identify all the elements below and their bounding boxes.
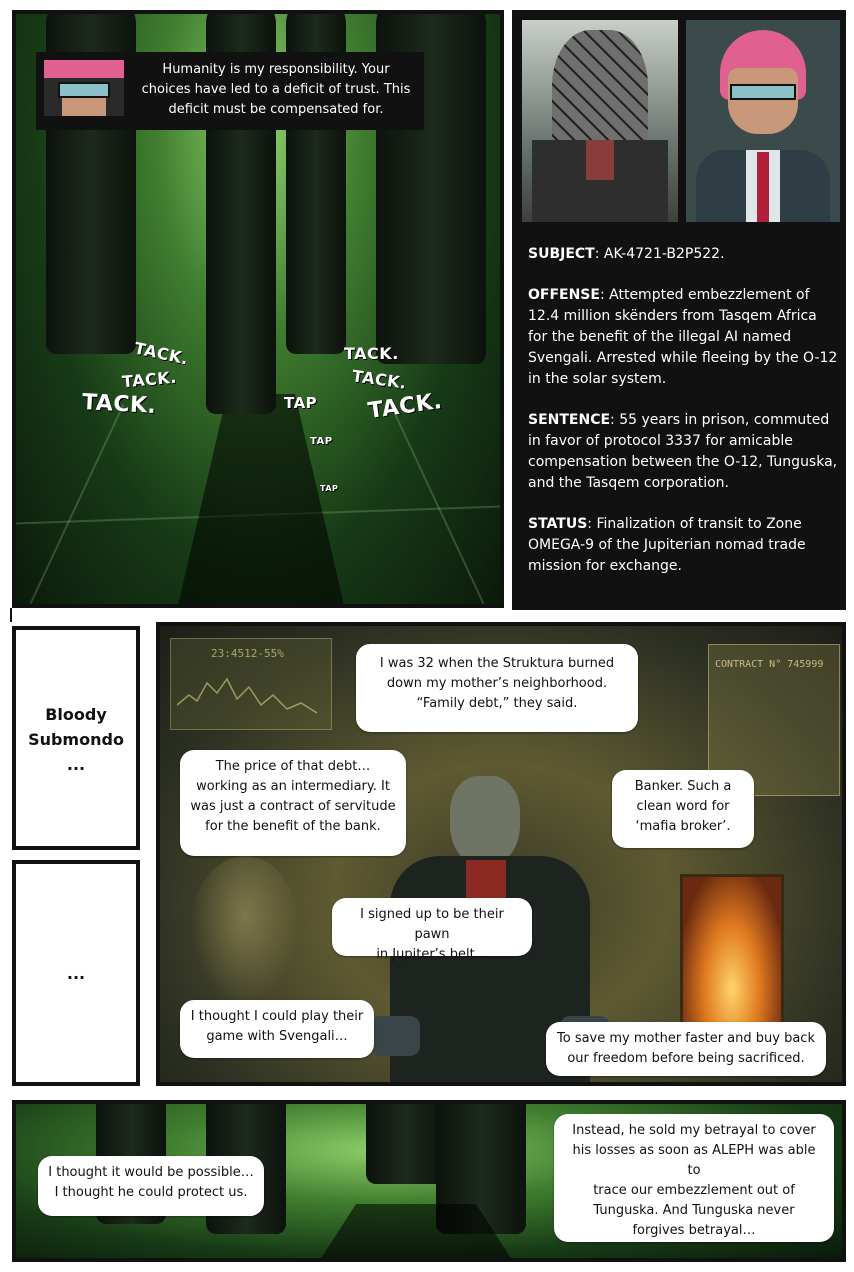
woman-portrait xyxy=(686,20,840,222)
panel-memory xyxy=(156,622,846,1086)
sentence-value: : 55 years in prison, commuted in favor of protocol 3337 for amicable compensation between the O-12, Tunguska, and the Tasqem corporation. xyxy=(528,412,838,491)
offense-value: : Attempted embezzlement of 12.4 million skënders from Tasqem Africa for the benefit of the illegal AI named Svengali. Arrested while fleeing by the O-12 in the solar system. xyxy=(528,287,838,387)
sfx-tap: TAP xyxy=(310,436,333,447)
speech-bubble: Instead, he sold my betrayal to cover his losses as soon as ALEPH was able to trace our embezzlement out of Tunguska. And Tunguska never forgives betrayal… xyxy=(554,1114,834,1242)
subject-portrait xyxy=(522,20,678,222)
sfx-tack: TACK. xyxy=(366,388,444,425)
sentence-label: SENTENCE xyxy=(528,412,611,428)
speech-bubble: To save my mother faster and buy back our freedom before being sacrificed. xyxy=(546,1022,826,1076)
panel-walking xyxy=(12,10,504,608)
sfx-tack: TACK. xyxy=(121,367,178,392)
bg-chart-screen xyxy=(170,638,332,730)
leg-shadow xyxy=(176,394,346,608)
status-label: STATUS xyxy=(528,516,588,532)
woman-face-portrait xyxy=(44,60,124,116)
bg-stock-chart xyxy=(177,665,327,725)
floor-line xyxy=(390,404,485,604)
leg-center-figure xyxy=(366,1100,446,1184)
panel-side-bottom xyxy=(12,860,140,1086)
floor-line xyxy=(30,404,125,604)
sfx-tap: TAP xyxy=(320,484,339,493)
speech-bubble: I was 32 when the Struktura burned down my mother’s neighborhood. “Family debt,” they said. xyxy=(356,644,638,732)
speech-bubble: The price of that debt… working as an intermediary. It was just a contract of servitude for the benefit of the bank. xyxy=(180,750,406,856)
offense-label: OFFENSE xyxy=(528,287,600,303)
speech-bubble: I thought it would be possible… I thought he could protect us. xyxy=(38,1156,264,1216)
subject-value: : AK-4721-B2P522. xyxy=(594,246,725,262)
gutter-mark xyxy=(10,608,12,622)
speech-bubble: Banker. Such a clean word for ‘mafia broker’. xyxy=(612,770,754,848)
dossier-text xyxy=(528,244,838,597)
dossier-offense xyxy=(528,285,838,390)
side-top-text: Bloody Submondo ... xyxy=(28,705,124,774)
dossier-sentence xyxy=(528,410,838,494)
dossier-status xyxy=(528,514,838,577)
bg-fire-window xyxy=(680,874,784,1040)
subject-label: SUBJECT xyxy=(528,246,595,262)
caption-text: Humanity is my responsibility. Your choices have led to a deficit of trust. This deficit must be compensated for. xyxy=(141,62,411,117)
sfx-tap: TAP xyxy=(284,394,318,412)
panel-dossier xyxy=(512,10,846,610)
sfx-tack: TACK. xyxy=(344,344,399,363)
sfx-tack: TACK. xyxy=(132,338,191,369)
side-bottom-text: ... xyxy=(66,964,86,983)
speech-bubble: I signed up to be their pawn in Jupiter’s belt… xyxy=(332,898,532,956)
bg-woman-memory xyxy=(190,856,300,1006)
speech-bubble: I thought I could play their game with Svengali… xyxy=(180,1000,374,1058)
dossier-subject xyxy=(528,244,838,265)
panel-side-top xyxy=(12,626,140,850)
caption-box xyxy=(36,52,424,130)
bg-numbers-text: 23:4512-55% xyxy=(211,647,284,660)
bg-contract-title: CONTRACT N° 745999 xyxy=(715,659,824,670)
sfx-tack: TACK. xyxy=(81,390,157,419)
sfx-tack: TACK. xyxy=(350,366,408,393)
status-value: : Finalization of transit to Zone OMEGA-9 of the Jupiterian nomad trade mission for exchange. xyxy=(528,516,806,574)
panel-bottom-legs xyxy=(12,1100,846,1262)
